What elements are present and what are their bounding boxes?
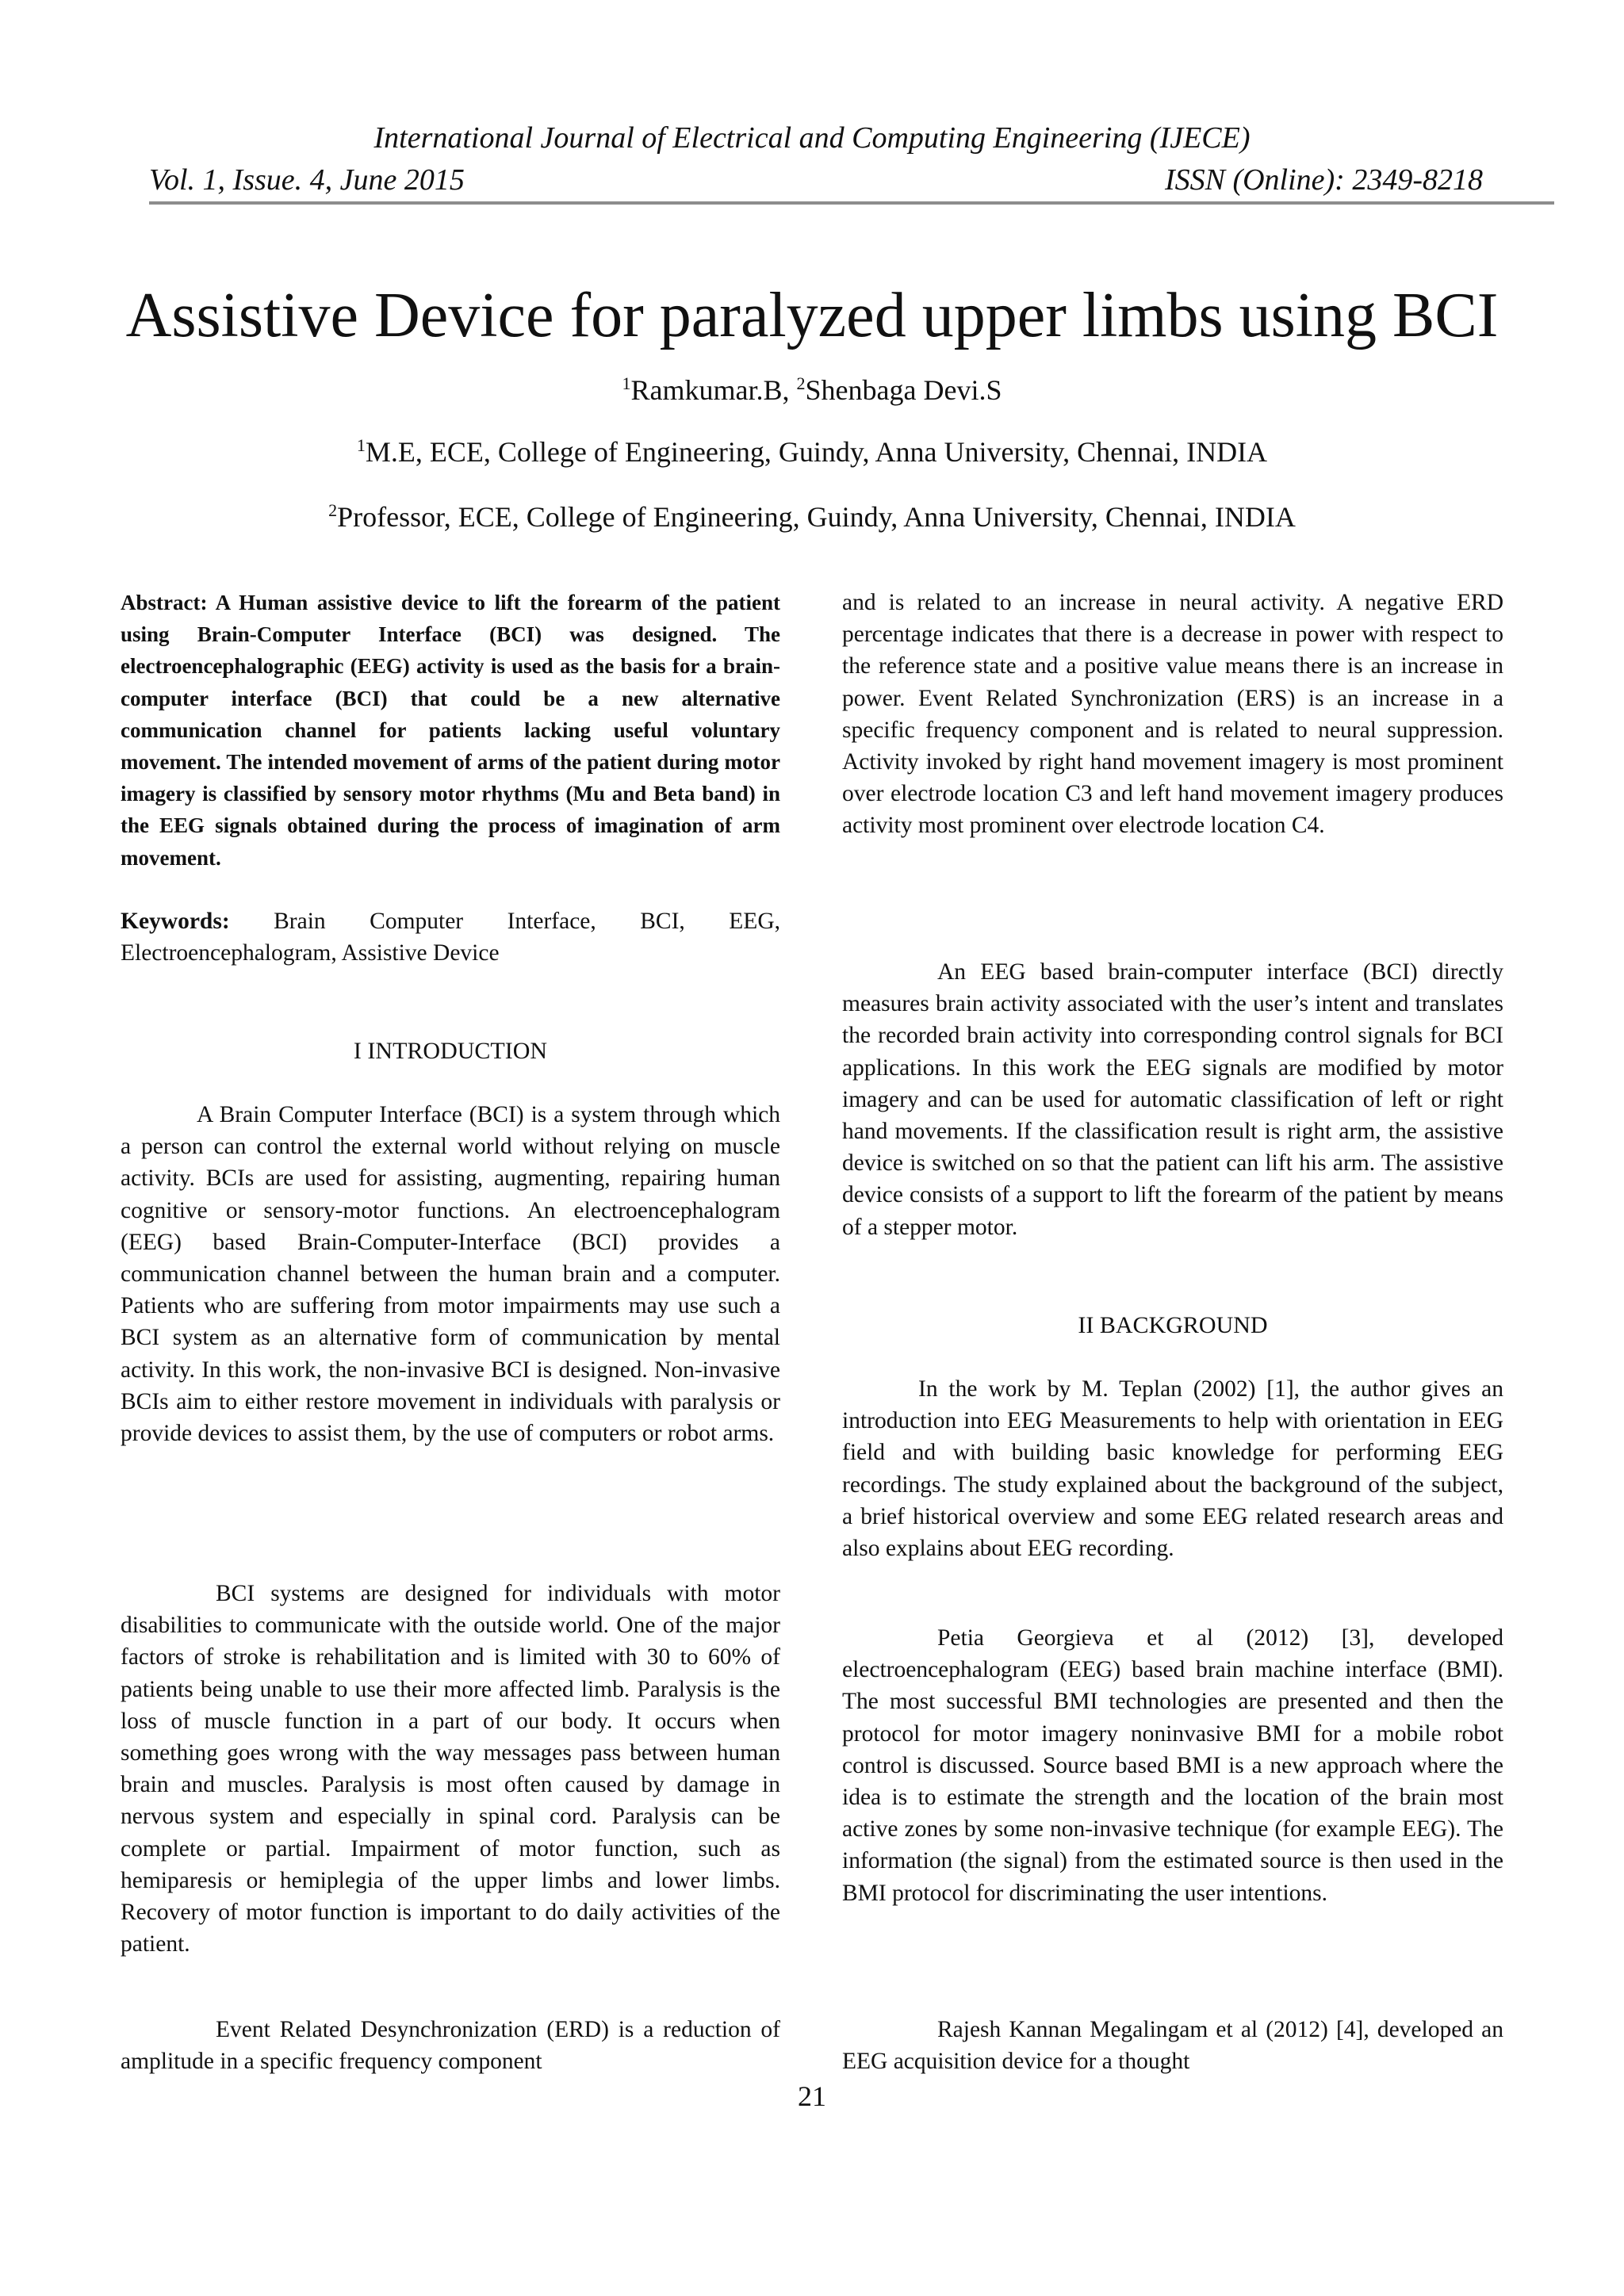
right-column-megalingam (842, 2014, 1503, 2077)
header-rule (149, 201, 1554, 205)
author1-affil-mark: 1 (622, 373, 631, 393)
abstract: Abstract: A Human assistive device to lift the forearm of the patient using Brain-Computer Interface (BCI) was designed. The electroencephalographic (EEG) activity is used as the basis for a brain-computer interface (BCI) that could be a new alternative communication channel for patients lacking useful voluntary movement. The intended movement of arms of the patient during motor imagery is classified by sensory motor rhythms (Mu and Beta band) in the EEG signals obtained during the process of imagination of arm movement. (121, 591, 780, 870)
author-2: Shenbaga Devi.S (805, 374, 1002, 406)
volume-issue: Vol. 1, Issue. 4, June 2015 (149, 163, 465, 197)
paragraph: Rajesh Kannan Megalingam et al (2012) [4], developed an EEG acquisition device for a thought (842, 2017, 1503, 2075)
paper-title: Assistive Device for paralyzed upper limbs using BCI (125, 281, 1499, 350)
right-column-teplan (842, 1373, 1503, 1564)
issn: ISSN (Online): 2349-8218 (1164, 163, 1483, 197)
paragraph: In the work by M. Teplan (2002) [1], the author gives an introduction into EEG Measurements to help with orientation in EEG field and with building basic knowledge for performing EEG recordings. The study explained about the background of the subject, a brief historical overview and some EEG related research areas and also explains about EEG recording. (842, 1376, 1503, 1562)
paragraph: Event Related Desynchronization (ERD) is a reduction of amplitude in a specific frequency component (121, 2017, 780, 2075)
left-column-bci (121, 1578, 780, 1960)
left-column-erd (121, 2014, 780, 2077)
keywords (121, 905, 780, 969)
author2-affil-mark: 2 (796, 373, 806, 393)
right-column-erd-cont (842, 587, 1503, 842)
affil2-mark: 2 (328, 500, 338, 520)
affiliation-1-text: M.E, ECE, College of Engineering, Guindy, Anna University, Chennai, INDIA (365, 436, 1268, 468)
paragraph: BCI systems are designed for individuals with motor disabilities to communicate with the outside world. One of the major factors of stroke is rehabilitation and is limited with 30 to 60% of patients being unable to use their more affected limb. Paralysis is the loss of muscle function in a part of our body. It occurs when something goes wrong with the way messages pass between human brain and muscles. Paralysis is most often caused by damage in nervous system and especially in spinal cord. Paralysis can be complete or partial. Impairment of motor function, such as hemiparesis or hemiplegia of the upper limbs and lower limbs. Recovery of motor function is important to do daily activities of the patient. (121, 1581, 780, 1957)
author-list (0, 373, 1624, 408)
section-heading-background: II BACKGROUND (1078, 1312, 1268, 1338)
affiliation-1 (0, 434, 1624, 469)
left-column-intro (121, 1099, 780, 1449)
keywords-label: Keywords: (121, 909, 230, 934)
paragraph: An EEG based brain-computer interface (BCI) directly measures brain activity associated with the user’s intent and translates the recorded brain activity into corresponding control signals for BCI applications. In this work the EEG signals are modified by motor imagery and can be used for automatic classification of left or right hand movements. If the classification result is right arm, the assistive device is switched on so that the patient can lift his arm. The assistive device consists of a support to lift the forearm of the patient by means of a stepper motor. (842, 959, 1503, 1240)
paragraph: Petia Georgieva et al (2012) [3], developed electroencephalogram (EEG) based brain machine interface (BMI). The most successful BMI technologies are presented and then the protocol for motor imagery noninvasive BMI for a mobile robot control is discussed. Source based BMI is a new approach where the idea is to estimate the strength and the location of the brain most active zones by some non-invasive technique (for example EEG). The information (the signal) from the estimated source is then used in the BMI protocol for discriminating the user intentions. (842, 1625, 1503, 1906)
journal-title: International Journal of Electrical and Computing Engineering (IJECE) (373, 121, 1251, 155)
paragraph: and is related to an increase in neural activity. A negative ERD percentage indicates that there is a decrease in power with respect to the reference state and a positive value means there is an increase in power. Event Related Synchronization (ERS) is an increase in a specific frequency component and is related to neural suppression. Activity invoked by right hand movement imagery is most prominent over electrode location C3 and left hand movement imagery produces activity most prominent over electrode location C4. (842, 590, 1503, 839)
keywords-text: Brain Computer Interface, BCI, EEG, Electroencephalogram, Assistive Device (121, 909, 780, 966)
paragraph: A Brain Computer Interface (BCI) is a system through which a person can control the external world without relying on muscle activity. BCIs are used for assisting, augmenting, repairing human cognitive or sensory-motor functions. An electroencephalogram (EEG) based Brain-Computer-Interface (BCI) provides a communication channel between the human brain and a computer. Patients who are suffering from motor impairments may use such a BCI system as an alternative form of communication by mental activity. In this work, the non-invasive BCI is designed. Non-invasive BCIs aim to either restore movement in individuals with paralysis or provide devices to assist them, by the use of computers or robot arms. (121, 1102, 780, 1447)
right-column-eeg-bci (842, 956, 1503, 1243)
page-number: 21 (798, 2080, 826, 2112)
affiliation-2 (0, 499, 1624, 534)
right-column-georgieva (842, 1622, 1503, 1909)
header-meta (149, 162, 1483, 198)
affil1-mark: 1 (356, 435, 366, 455)
section-heading-introduction: I INTRODUCTION (353, 1038, 548, 1064)
author-1: Ramkumar.B, (630, 374, 797, 406)
affiliation-2-text: Professor, ECE, College of Engineering, Guindy, Anna University, Chennai, INDIA (337, 501, 1296, 533)
